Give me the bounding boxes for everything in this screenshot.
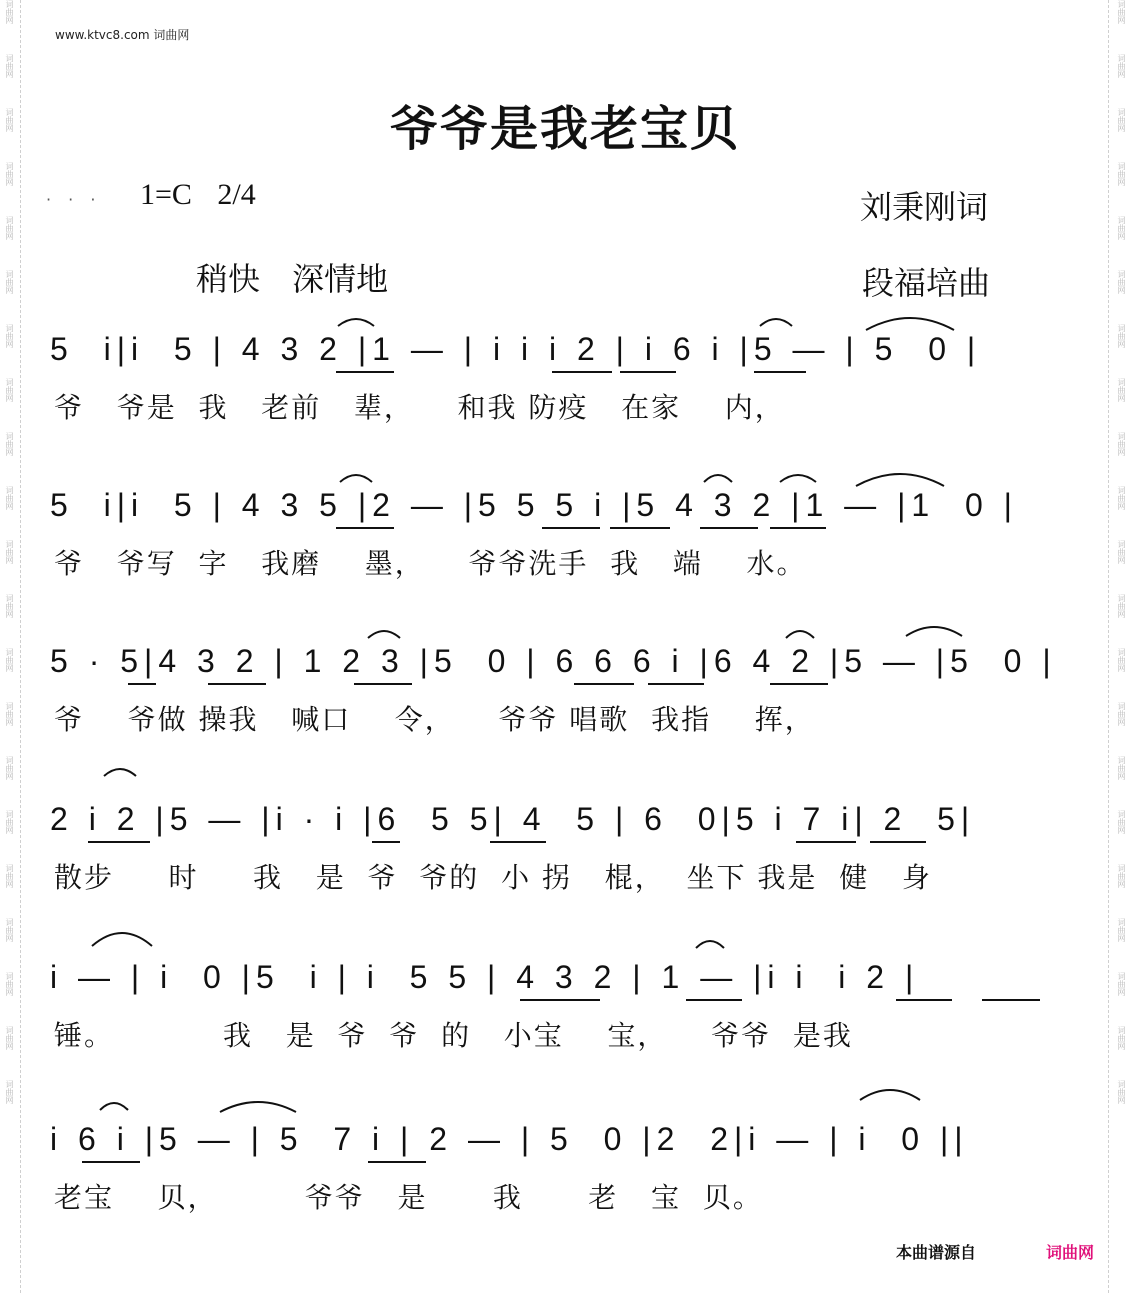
notation-line-5: i — | i 0 |5 i | i 5 5 | 4 3 2 | 1 — |i i i 2 | [50,959,920,995]
lyric-line-1: 爷 爷是 我 老前 辈， 和我 防疫 在家 内， [54,391,785,424]
slur-mark [696,941,724,948]
lyric-line-6: 老宝 贝， 爷爷 是 我 老 宝 贝。 [54,1181,763,1214]
right-watermark-strip: 词曲网 词曲网 词曲网 词曲网 词曲网 词曲网 词曲网 词曲网 词曲网 词曲网 词曲网 词曲网 词曲网 词曲网 词曲网 词曲网 词曲网 词曲网 词曲网 词曲网 词曲网 [1117,0,1126,1104]
notation-line-1: 5 i|i 5 | 4 3 2 |1 — | i i i 2 | i 6 i |5 — | 5 0 | [50,331,982,367]
left-watermark-strip: 词曲网 词曲网 词曲网 词曲网 词曲网 词曲网 词曲网 词曲网 词曲网 词曲网 词曲网 词曲网 词曲网 词曲网 词曲网 词曲网 词曲网 词曲网 词曲网 词曲网 词曲网 [5,0,14,1104]
lyricist-credit: 刘秉刚词 [860,188,989,226]
source-site-link[interactable]: 词曲网 [1046,1243,1095,1262]
slur-mark [368,631,400,638]
slur-mark [104,769,136,776]
notation-line-6: i 6 i |5 — | 5 7 i | 2 — | 5 0 |2 2|i — | i 0 || [50,1121,969,1157]
notation-line-2: 5 i|i 5 | 4 3 5 |2 — |5 5 5 i |5 4 3 2 |1 — |1 0 | [50,487,1018,523]
slur-mark [220,1102,296,1112]
slur-mark [780,475,816,482]
slur-mark [704,475,732,482]
lyric-line-4: 散步 时 我 是 爷 爷的 小 拐 棍， 坐下 我是 健 身 [54,861,932,894]
lyric-line-2: 爷 爷写 字 我磨 墨， 爷爷洗手 我 端 水。 [54,547,807,580]
tempo-marking: 稍快 深情地 [196,260,389,298]
slur-mark [906,627,962,636]
notation-line-4: 2 i 2 |5 — |i · i |6 5 5| 4 5 | 6 0|5 i 7 i| 2 5| [50,801,976,837]
site-header-link[interactable]: www.ktvc8.com 词曲网 [55,28,190,42]
slur-mark [100,1103,128,1110]
slur-mark [338,319,374,326]
leading-dots: · · · [46,190,102,209]
slur-mark [760,319,792,326]
right-dashed-border [1108,0,1109,1293]
notation-line-3: 5 · 5|4 3 2 | 1 2 3 |5 0 | 6 6 6 i |6 4 2 |5 — |5 0 | [50,643,1057,679]
slur-mark [860,1090,920,1100]
slur-mark [786,631,814,638]
key-time-signature: 1=C 2/4 [140,178,256,211]
left-dashed-border [20,0,21,1293]
lyric-line-3: 爷 爷做 操我 喊口 令， 爷爷 唱歌 我指 挥， [54,703,815,736]
source-note: 本曲谱源自 [896,1243,977,1262]
song-title: 爷爷是我老宝贝 [389,101,740,157]
composer-credit: 段福培曲 [862,264,991,302]
lyric-line-5: 锤。 我 是 爷 爷 的 小宝 宝， 爷爷 是我 [54,1019,853,1052]
slur-mark [340,475,372,482]
slur-mark [92,933,152,946]
